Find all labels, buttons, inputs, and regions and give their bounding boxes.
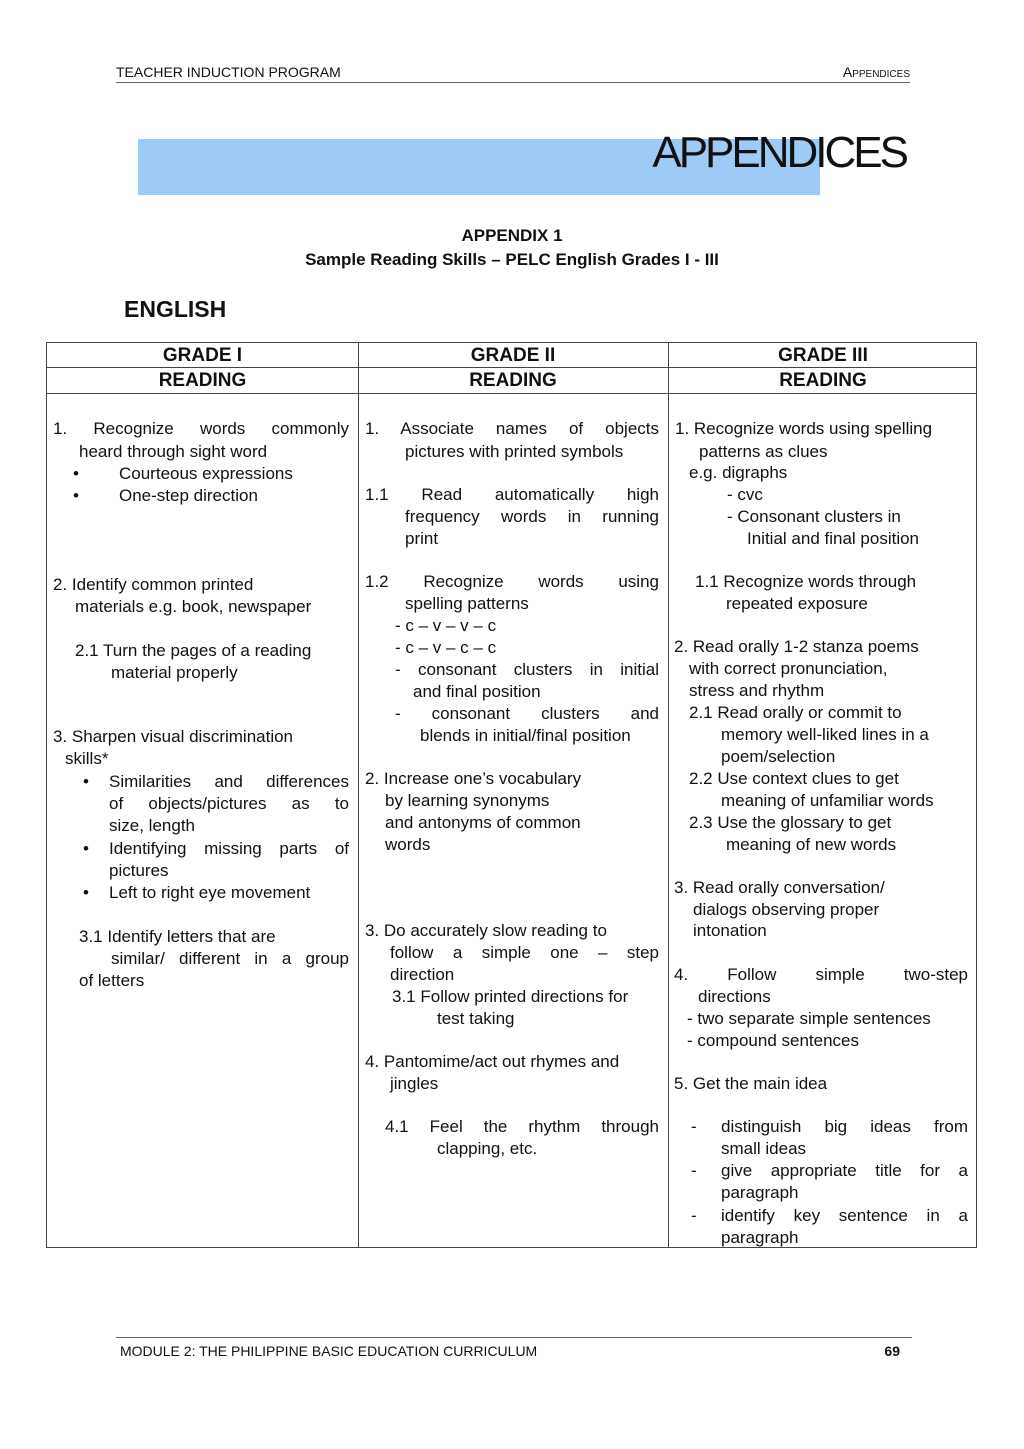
item-text: skills* — [65, 749, 109, 768]
appendix-label: APPENDIX 1 — [461, 226, 563, 245]
item-text: 1.1 Read automatically high — [365, 485, 659, 504]
item-text: Similarities and differences — [109, 772, 349, 791]
item-text: 1.1 Recognize words through — [695, 572, 917, 591]
item-text: by learning synonyms — [385, 791, 550, 810]
item-text: pictures — [109, 861, 169, 880]
item-text: stress and rhythm — [689, 681, 825, 700]
item-text: with correct pronunciation, — [689, 659, 888, 678]
bullet: • — [73, 464, 79, 483]
item-text: size, length — [109, 816, 195, 835]
item-text: distinguish big ideas from — [721, 1117, 968, 1136]
item-text: 1. Associate names of objects — [365, 419, 659, 438]
item-text: jingles — [390, 1074, 439, 1093]
item-text: pictures with printed symbols — [405, 442, 624, 461]
subject-heading: ENGLISH — [124, 296, 227, 322]
item-text: 2.3 Use the glossary to get — [689, 813, 892, 832]
item-text: - compound sentences — [687, 1031, 859, 1050]
item-text: One-step direction — [119, 486, 258, 505]
grade-2-area: READING — [469, 370, 557, 391]
item-text: 2. Increase one’s vocabulary — [365, 769, 582, 788]
dash-marker: - — [691, 1206, 697, 1225]
item-text: 3. Read orally conversation/ — [674, 878, 885, 897]
skills-table — [46, 342, 977, 1248]
item-text: small ideas — [721, 1139, 807, 1158]
item-text: poem/selection — [721, 747, 836, 766]
item-text: patterns as clues — [699, 442, 828, 461]
item-text: 1. Recognize words commonly — [53, 419, 349, 438]
item-text: 2.1 Turn the pages of a reading — [75, 641, 312, 660]
item-text: 1. Recognize words using spelling — [675, 419, 933, 438]
header-right: Appendices — [842, 64, 910, 80]
grade-2-header: GRADE II — [470, 345, 556, 366]
item-text: of letters — [79, 971, 145, 990]
item-text: memory well-liked lines in a — [721, 725, 929, 744]
grade-1-area: READING — [158, 370, 247, 391]
item-text: 4. Pantomime/act out rhymes and — [365, 1052, 620, 1071]
grade-3-header: GRADE III — [778, 345, 868, 366]
item-text: follow a simple one – step — [390, 943, 659, 962]
item-text: - two separate simple sentences — [687, 1009, 931, 1028]
item-text: test taking — [437, 1009, 515, 1028]
item-text: identify key sentence in a — [721, 1206, 968, 1225]
bullet: • — [83, 772, 89, 791]
item-text: of objects/pictures as to — [109, 794, 349, 813]
item-text: and final position — [413, 682, 541, 701]
item-text: paragraph — [721, 1228, 799, 1247]
item-text: - c – v – v – c — [395, 616, 497, 635]
item-text: 1.2 Recognize words using — [365, 572, 659, 591]
item-text: - consonant clusters in initial — [395, 660, 659, 679]
item-text: Identifying missing parts of — [109, 839, 349, 858]
appendix-subtitle: Sample Reading Skills – PELC English Grades I - III — [305, 250, 719, 269]
grade-3-area: READING — [779, 370, 867, 391]
item-text: 2. Read orally 1-2 stanza poems — [674, 637, 919, 656]
item-text: Initial and final position — [747, 529, 920, 548]
item-text: heard through sight word — [79, 442, 268, 461]
item-text: and antonyms of common — [385, 813, 581, 832]
grade-2-content — [358, 343, 668, 1249]
grade-3-content — [668, 343, 978, 1249]
item-text: 2.2 Use context clues to get — [689, 769, 899, 788]
item-text: give appropriate title for a — [721, 1161, 968, 1180]
item-text: paragraph — [721, 1183, 799, 1202]
bullet: • — [73, 486, 79, 505]
footer-module-title: MODULE 2: THE PHILIPPINE BASIC EDUCATION CURRICULUM — [120, 1343, 538, 1359]
item-text: 4. Follow simple two-step — [674, 965, 968, 984]
item-text: - cvc — [727, 485, 763, 504]
page-header — [116, 64, 910, 83]
item-text: words — [385, 835, 431, 854]
item-text: directions — [698, 987, 771, 1006]
dash-marker: - — [691, 1117, 697, 1136]
banner-title: APPENDICES — [652, 128, 906, 177]
item-text: direction — [390, 965, 455, 984]
item-text: frequency words in running — [405, 507, 659, 526]
item-text: Left to right eye movement — [109, 883, 311, 902]
item-text: similar/ different in a group — [111, 949, 349, 968]
grade-1-content — [47, 343, 358, 1249]
item-text: blends in initial/final position — [420, 726, 631, 745]
dash-marker: - — [691, 1161, 697, 1180]
item-text: 3.1 Follow printed directions for — [392, 987, 629, 1006]
header-left: TEACHER INDUCTION PROGRAM — [116, 64, 341, 80]
item-text: materials e.g. book, newspaper — [75, 597, 312, 616]
item-text: 3. Do accurately slow reading to — [365, 921, 607, 940]
item-text: dialogs observing proper — [693, 900, 880, 919]
item-text: Courteous expressions — [119, 464, 293, 483]
item-text: meaning of new words — [726, 835, 897, 854]
page-footer — [116, 1337, 912, 1359]
item-text: 3. Sharpen visual discrimination — [53, 727, 294, 746]
item-text: intonation — [693, 921, 767, 940]
item-text: meaning of unfamiliar words — [721, 791, 934, 810]
item-text: - c – v – c – c — [395, 638, 497, 657]
item-text: - Consonant clusters in — [727, 507, 901, 526]
item-text: material properly — [111, 663, 238, 682]
item-text: print — [405, 529, 439, 548]
item-text: 2.1 Read orally or commit to — [689, 703, 902, 722]
grade-1-header: GRADE I — [162, 345, 243, 366]
item-text: e.g. digraphs — [689, 463, 788, 482]
page-number: 69 — [884, 1343, 900, 1359]
item-text: 3.1 Identify letters that are — [79, 927, 276, 946]
item-text: 4.1 Feel the rhythm through — [385, 1117, 659, 1136]
item-text: - consonant clusters and — [395, 704, 659, 723]
item-text: clapping, etc. — [437, 1139, 538, 1158]
bullet: • — [83, 883, 89, 902]
item-text: 5. Get the main idea — [674, 1074, 828, 1093]
item-text: spelling patterns — [405, 594, 529, 613]
item-text: 2. Identify common printed — [53, 575, 254, 594]
item-text: repeated exposure — [726, 594, 868, 613]
bullet: • — [83, 839, 89, 858]
